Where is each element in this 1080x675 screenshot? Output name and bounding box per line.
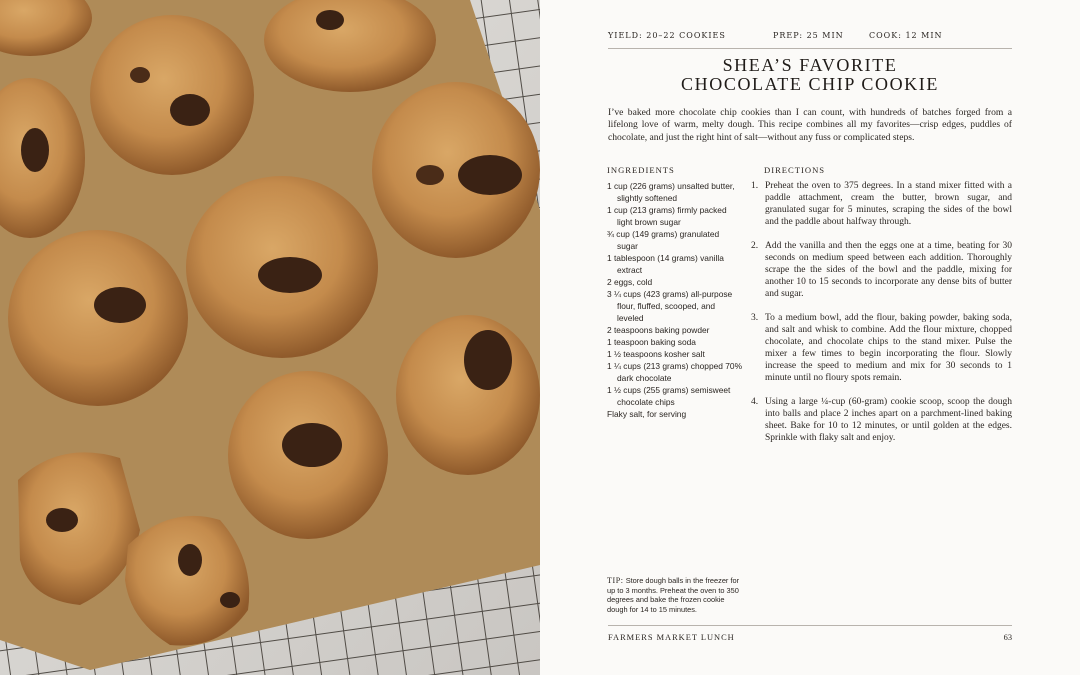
ingredient-item: 2 teaspoons baking powder — [607, 325, 710, 335]
cookie — [8, 230, 188, 406]
recipe-title-line-1: SHEA’S FAVORITE — [722, 55, 898, 75]
ingredient-item: 1 teaspoon baking soda — [607, 337, 696, 347]
directions-heading: DIRECTIONS — [764, 165, 826, 175]
page-number: 63 — [1003, 633, 1012, 642]
tip-label: TIP: — [607, 576, 624, 585]
ingredient-item: Flaky salt, for serving — [607, 409, 687, 419]
ingredients-list — [607, 180, 742, 420]
cookie — [186, 176, 378, 358]
ingredient-item: 1 cup (213 grams) firmly packed light brown sugar — [607, 205, 727, 227]
ingredient-item: 3 ¼ cups (423 grams) all-purpose flour, fluffed, scooped, and leveled — [607, 289, 733, 323]
step-text: Using a large ¼-cup (60-gram) cookie scoop, scoop the dough into balls and place 2 inches apart on a parchment-lined baking sheet. Bake for 10 to 12 minutes, or until golden at the edges. Sprinkle with flaky salt and enjoy. — [765, 396, 1012, 444]
cookie — [228, 371, 388, 539]
recipe-cook-time: COOK: 12 MIN — [869, 31, 943, 40]
step-number: 1. — [751, 181, 759, 191]
step-text: Preheat the oven to 375 degrees. In a stand mixer fitted with a paddle attachment, cream the butter, brown sugar, and granulated sugar for 5 minutes, scraping the sides of the bowl and the paddle about halfway through. — [765, 181, 1012, 228]
step-number: 2. — [751, 240, 759, 251]
step-number: 3. — [751, 312, 759, 323]
ingredient-item: 1 ½ teaspoons kosher salt — [607, 349, 705, 359]
ingredient-item: 1 tablespoon (14 grams) vanilla extract — [607, 253, 724, 275]
ingredient-item: 1 cup (226 grams) unsalted butter, slightly softened — [607, 181, 735, 203]
ingredient-item: ¾ cup (149 grams) granulated sugar — [607, 229, 720, 251]
tip-text: Store dough balls in the freezer for up to 3 months. Preheat the oven to 350 degrees and bake the frozen cookie dough for 14 to 15 minutes. — [607, 576, 740, 614]
cookie — [372, 82, 540, 258]
cookie — [90, 15, 254, 175]
ingredient-item: 2 eggs, cold — [607, 277, 653, 287]
footer-rule — [608, 625, 1012, 626]
recipe-tip — [607, 576, 742, 614]
recipe-intro: I’ve baked more chocolate chip cookies than I can count, with hundreds of batches forged from a lifelong love of warm, melty dough. This recipe combines all my favorites—crisp edges, puddles of chocolate, and just the right hint of salt—without any fuss or complicated steps. — [608, 107, 1012, 143]
recipe-page — [540, 0, 1080, 675]
ingredients-heading: INGREDIENTS — [607, 165, 675, 175]
ingredient-item: 1 ¼ cups (213 grams) chopped 70% dark chocolate — [607, 361, 743, 383]
recipe-meta — [608, 31, 1012, 43]
recipe-prep-time: PREP: 25 MIN — [773, 31, 844, 40]
ingredient-item: 1 ½ cups (255 grams) semisweet chocolate chips — [607, 385, 731, 407]
step-text: Add the vanilla and then the eggs one at a time, beating for 30 seconds on medium speed between each addition. Thoroughly scrape the the sides of the bowl and the paddle, mixing for another 10 to 15 seconds to incorporate any dense bits of butter and sugar. — [765, 240, 1012, 300]
direction-step — [747, 240, 1012, 300]
direction-step — [747, 180, 1012, 228]
page-footer — [608, 633, 1012, 645]
step-number: 4. — [751, 396, 759, 407]
header-rule — [608, 48, 1012, 49]
recipe-yield: YIELD: 20–22 COOKIES — [608, 31, 726, 40]
directions-list — [747, 180, 1012, 456]
direction-step — [747, 312, 1012, 385]
step-text: To a medium bowl, add the flour, baking powder, baking soda, and salt and whisk to combine. Add the flour mixture, chopped chocolate, and chocolate chips to the stand mixer. Pulse the mixer a few times to begin incorporating the flour. Slowly increase the speed to medium and mix for 30 seconds to 1 minute until no floury spots remain. — [765, 312, 1012, 384]
cookie — [396, 315, 540, 475]
section-name: FARMERS MARKET LUNCH — [608, 633, 735, 642]
recipe-title — [608, 56, 1012, 94]
recipe-title-line-2: CHOCOLATE CHIP COOKIE — [681, 74, 939, 94]
direction-step — [747, 396, 1012, 444]
